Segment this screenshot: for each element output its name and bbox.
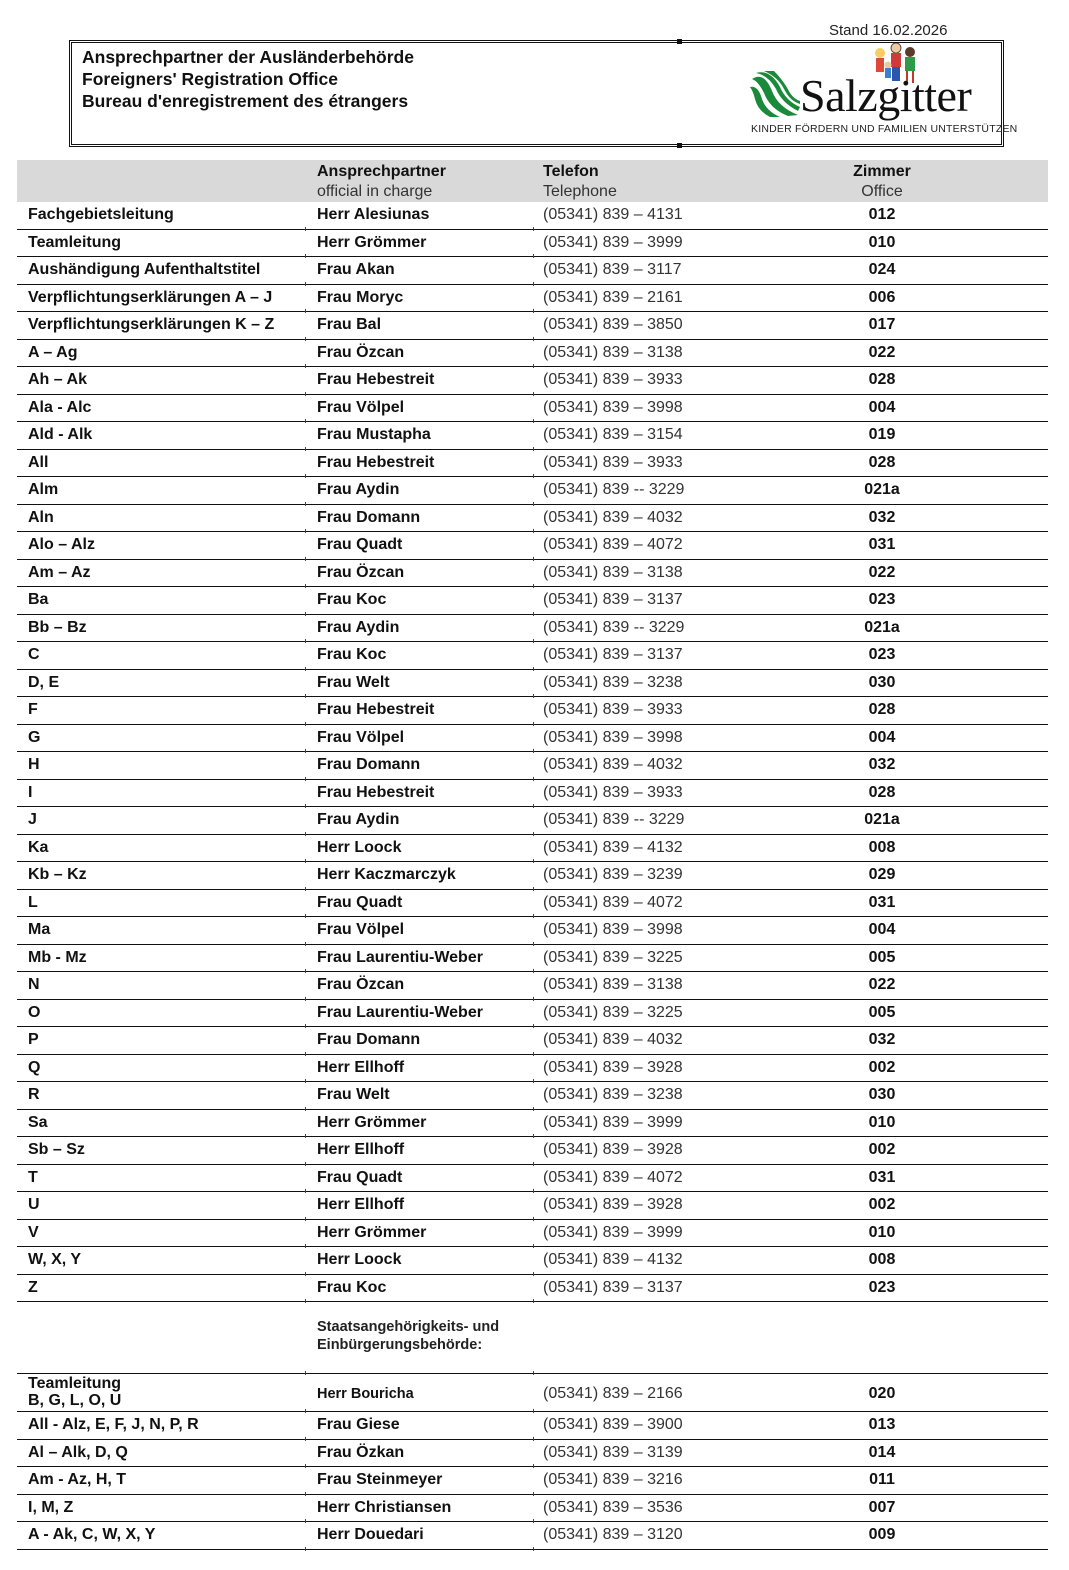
- room-number: 032: [868, 508, 896, 526]
- official-name: Frau Laurentiu-Weber: [317, 1003, 483, 1021]
- responsibility: Ah – Ak: [28, 371, 87, 388]
- table-row: [17, 1192, 1048, 1220]
- title-french: Bureau d'enregistrement des étrangers: [82, 91, 409, 111]
- table-row: [17, 1220, 1048, 1248]
- official-name: Herr Douedari: [317, 1526, 424, 1543]
- section-title-line: Einbürgerungsbehörde:: [317, 1337, 483, 1353]
- salzgitter-swoosh-icon: [750, 71, 800, 117]
- official-name: Herr Grömmer: [317, 1223, 427, 1241]
- table-row: [17, 450, 1048, 478]
- official-name: Frau Akan: [317, 261, 395, 278]
- column-header-office: [827, 162, 937, 202]
- phone-number[interactable]: (05341) 839 – 3139: [543, 1443, 683, 1461]
- room-number: 010: [868, 1223, 896, 1241]
- contact-table: [17, 160, 1048, 1550]
- phone-number[interactable]: (05341) 839 – 4032: [543, 756, 683, 773]
- phone-number[interactable]: (05341) 839 – 3928: [543, 1141, 683, 1158]
- responsibility: [28, 1525, 155, 1545]
- official-name: Frau Moryc: [317, 288, 404, 306]
- responsibility: Aushändigung Aufenthaltstitel: [28, 261, 261, 278]
- table-row: [17, 945, 1048, 973]
- table-row: [17, 725, 1048, 753]
- logo-tagline: KINDER FÖRDERN UND FAMILIEN UNTERSTÜTZEN: [751, 123, 1018, 135]
- phone-number[interactable]: (05341) 839 – 3120: [543, 1526, 683, 1543]
- responsibility: F: [28, 701, 38, 718]
- official-name: Frau Völpel: [317, 398, 405, 416]
- responsibility: L: [28, 893, 38, 911]
- table-row: [17, 972, 1048, 1000]
- table-row: [17, 1522, 1048, 1550]
- official-name: Frau Domann: [317, 756, 421, 773]
- phone-number[interactable]: (05341) 839 -- 3229: [543, 618, 685, 636]
- header-box: [69, 40, 1018, 147]
- room-number: 013: [868, 1416, 896, 1433]
- responsibility: [28, 1498, 73, 1518]
- table-row: [17, 257, 1048, 285]
- room-number: 004: [868, 728, 896, 746]
- column-title: Ansprechpartner: [317, 163, 446, 180]
- phone-number[interactable]: (05341) 839 -- 3229: [543, 481, 685, 498]
- room-number: 021a: [864, 481, 900, 498]
- responsibility: Ma: [28, 921, 51, 938]
- room-number: 004: [868, 921, 896, 938]
- responsibility: Am – Az: [28, 563, 91, 581]
- official-name: Frau Mustapha: [317, 426, 431, 443]
- table-body: [17, 202, 1048, 1302]
- logo-wordmark: Salzgitter: [800, 70, 972, 121]
- phone-number[interactable]: (05341) 839 – 3933: [543, 453, 683, 471]
- responsibility: Fachgebietsleitung: [28, 206, 174, 223]
- room-number: 023: [868, 591, 896, 608]
- room-number: 022: [868, 343, 896, 361]
- official-name: Frau Koc: [317, 646, 387, 663]
- column-header-official: [317, 162, 446, 202]
- phone-number[interactable]: (05341) 839 – 4132: [543, 838, 683, 856]
- responsibility: U: [28, 1196, 40, 1213]
- column-subtitle: Telephone: [543, 183, 617, 200]
- room-number: 030: [868, 1086, 896, 1103]
- room-number: 008: [868, 838, 896, 856]
- column-divider: [305, 1547, 306, 1551]
- responsibility: Z: [28, 1278, 38, 1296]
- room-number: 022: [868, 976, 896, 993]
- section-title-line: Staatsangehörigkeits- und: [317, 1319, 500, 1335]
- responsibility: [28, 1375, 121, 1409]
- phone-number[interactable]: (05341) 839 – 3154: [543, 426, 683, 443]
- responsibility: V: [28, 1223, 39, 1241]
- phone-number[interactable]: (05341) 839 – 3137: [543, 1278, 683, 1296]
- official-name: Frau Özcan: [317, 976, 405, 993]
- phone-number[interactable]: (05341) 839 – 4072: [543, 536, 683, 553]
- column-title: Telefon: [543, 163, 599, 180]
- room-number: 005: [868, 1003, 896, 1021]
- room-number: 031: [868, 1168, 896, 1186]
- responsibility: D, E: [28, 673, 60, 691]
- table-row: [17, 367, 1048, 395]
- salzgitter-logo: [750, 45, 1018, 141]
- official-name: Herr Loock: [317, 1251, 402, 1268]
- official-name: Herr Christiansen: [317, 1498, 452, 1516]
- phone-number[interactable]: (05341) 839 – 3238: [543, 1086, 683, 1103]
- border-marker: [677, 39, 682, 44]
- table-row: [17, 395, 1048, 423]
- phone-number[interactable]: (05341) 839 – 3138: [543, 343, 683, 361]
- official-name: Frau Giese: [317, 1416, 400, 1433]
- room-number: 012: [868, 206, 896, 223]
- phone-number[interactable]: (05341) 839 – 4072: [543, 1168, 683, 1186]
- table-row: [17, 587, 1048, 615]
- official-name: Frau Völpel: [317, 921, 405, 938]
- room-number: 024: [868, 261, 896, 278]
- table-row: [17, 752, 1048, 780]
- column-subtitle: Office: [861, 183, 903, 200]
- responsibility-line: Am - Az, H, T: [28, 1471, 127, 1488]
- responsibility: Sb – Sz: [28, 1141, 85, 1158]
- table-row: [17, 1000, 1048, 1028]
- phone-number[interactable]: (05341) 839 – 3999: [543, 1113, 683, 1131]
- phone-number[interactable]: (05341) 839 – 3928: [543, 1058, 683, 1076]
- phone-number[interactable]: (05341) 839 – 3138: [543, 563, 683, 581]
- phone-number[interactable]: (05341) 839 – 3999: [543, 1223, 683, 1241]
- phone-number[interactable]: (05341) 839 – 3999: [543, 233, 683, 251]
- responsibility: Verpflichtungserklärungen K – Z: [28, 316, 275, 333]
- phone-number[interactable]: (05341) 839 – 3216: [543, 1471, 683, 1488]
- table-row: [17, 422, 1048, 450]
- responsibility: Ald - Alk: [28, 426, 93, 443]
- table-row: [17, 505, 1048, 533]
- official-name: Frau Domann: [317, 1031, 421, 1048]
- phone-number[interactable]: (05341) 839 – 4032: [543, 1031, 683, 1048]
- phone-number[interactable]: (05341) 839 – 3850: [543, 316, 683, 333]
- room-number: 022: [868, 563, 896, 581]
- responsibility: I: [28, 783, 33, 801]
- room-number: 028: [868, 453, 896, 471]
- phone-number[interactable]: (05341) 839 – 3928: [543, 1196, 683, 1213]
- room-number: 005: [868, 948, 896, 966]
- responsibility: Sa: [28, 1113, 48, 1131]
- room-number: 028: [868, 783, 896, 801]
- column-divider: [533, 1547, 534, 1551]
- phone-number[interactable]: (05341) 839 – 3998: [543, 398, 683, 416]
- room-number: 004: [868, 398, 896, 416]
- phone-number[interactable]: (05341) 839 – 3137: [543, 646, 683, 663]
- room-number: 017: [868, 316, 896, 333]
- table-row: [17, 780, 1048, 808]
- table-row: [17, 1137, 1048, 1165]
- responsibility: R: [28, 1086, 40, 1103]
- room-number: 028: [868, 371, 896, 388]
- official-name: Frau Özkan: [317, 1443, 405, 1461]
- table-row: [17, 1275, 1048, 1303]
- official-name: Frau Koc: [317, 591, 387, 608]
- official-name: Frau Steinmeyer: [317, 1471, 443, 1488]
- official-name: Frau Özcan: [317, 563, 405, 581]
- title-english: Foreigners' Registration Office: [82, 69, 339, 89]
- phone-number[interactable]: (05341) 839 – 3998: [543, 921, 683, 938]
- phone-number[interactable]: (05341) 839 – 3137: [543, 591, 683, 608]
- document-titles: [82, 46, 414, 112]
- room-number: 030: [868, 673, 896, 691]
- official-name: Frau Quadt: [317, 1168, 403, 1186]
- table-row: [17, 807, 1048, 835]
- room-number: 007: [868, 1498, 896, 1516]
- responsibility-line: I, M, Z: [28, 1498, 74, 1516]
- responsibility: Kb – Kz: [28, 866, 87, 883]
- phone-number[interactable]: (05341) 839 – 3536: [543, 1498, 683, 1516]
- table-header: [17, 160, 1048, 202]
- responsibility: C: [28, 646, 40, 663]
- official-name: Frau Hebestreit: [317, 701, 435, 718]
- phone-number[interactable]: (05341) 839 – 3933: [543, 701, 683, 718]
- section-title: [317, 1318, 499, 1354]
- room-number: 028: [868, 701, 896, 718]
- table-row: [17, 1027, 1048, 1055]
- official-name: Herr Ellhoff: [317, 1058, 405, 1076]
- official-name: Herr Ellhoff: [317, 1141, 405, 1158]
- table-row: [17, 1467, 1048, 1495]
- phone-number[interactable]: (05341) 839 – 3117: [543, 261, 682, 278]
- official-name: Frau Domann: [317, 508, 421, 526]
- responsibility: T: [28, 1168, 38, 1186]
- responsibility-line: Teamleitung: [28, 1375, 122, 1392]
- room-number: 031: [868, 893, 896, 911]
- official-name: Frau Quadt: [317, 536, 403, 553]
- official-name: Herr Grömmer: [317, 1113, 427, 1131]
- phone-number[interactable]: (05341) 839 -- 3229: [543, 811, 685, 828]
- official-name: Herr Ellhoff: [317, 1196, 405, 1213]
- responsibility: Bb – Bz: [28, 618, 87, 636]
- phone-number[interactable]: (05341) 839 – 4131: [543, 206, 683, 223]
- phone-number[interactable]: (05341) 839 – 3933: [543, 783, 683, 801]
- responsibility-line: Al – Alk, D, Q: [28, 1443, 128, 1461]
- official-name: Frau Aydin: [317, 481, 400, 498]
- responsibility-line: A - Ak, C, W, X, Y: [28, 1526, 156, 1543]
- table-row: [17, 642, 1048, 670]
- responsibility: Aln: [28, 508, 54, 526]
- table-row: [17, 477, 1048, 505]
- phone-number[interactable]: (05341) 839 – 3138: [543, 976, 683, 993]
- room-number: 023: [868, 646, 896, 663]
- official-name: Frau Aydin: [317, 618, 400, 636]
- responsibility-line: All - Alz, E, F, J, N, P, R: [28, 1416, 199, 1433]
- official-name: Frau Welt: [317, 1086, 390, 1103]
- table-row: [17, 1055, 1048, 1083]
- table-row: [17, 560, 1048, 588]
- responsibility: [28, 1415, 199, 1435]
- phone-number[interactable]: (05341) 839 – 2166: [543, 1385, 683, 1402]
- responsibility: W, X, Y: [28, 1251, 82, 1268]
- room-number: 009: [868, 1526, 896, 1543]
- table-row: [17, 835, 1048, 863]
- room-number: 032: [868, 1031, 896, 1048]
- room-number: 002: [868, 1058, 896, 1076]
- phone-number[interactable]: (05341) 839 – 3225: [543, 948, 683, 966]
- phone-number[interactable]: (05341) 839 – 4132: [543, 1251, 683, 1268]
- official-name: Frau Völpel: [317, 728, 405, 746]
- phone-number[interactable]: (05341) 839 – 3239: [543, 866, 683, 883]
- responsibility: Ala - Alc: [28, 398, 92, 416]
- responsibility: [28, 1443, 128, 1463]
- responsibility: N: [28, 976, 40, 993]
- official-name: Herr Alesiunas: [317, 206, 430, 223]
- responsibility: A – Ag: [28, 343, 78, 361]
- official-name: Frau Welt: [317, 673, 390, 691]
- table-row: [17, 1110, 1048, 1138]
- responsibility: Mb - Mz: [28, 948, 87, 966]
- room-number: 002: [868, 1196, 896, 1213]
- official-name: Herr Grömmer: [317, 233, 427, 251]
- table-row: [17, 532, 1048, 560]
- room-number: 032: [868, 756, 896, 773]
- table-row: [17, 285, 1048, 313]
- responsibility: Ka: [28, 838, 49, 856]
- responsibility: All: [28, 453, 49, 471]
- official-name: Frau Hebestreit: [317, 371, 435, 388]
- responsibility: Alm: [28, 481, 59, 498]
- table-row: [17, 1165, 1048, 1193]
- responsibility: Verpflichtungserklärungen A – J: [28, 288, 273, 306]
- room-number: 031: [868, 536, 896, 553]
- table-row: [17, 1440, 1048, 1468]
- table-row: [17, 202, 1048, 230]
- room-number: 008: [868, 1251, 896, 1268]
- table-row: [17, 615, 1048, 643]
- official-name: Frau Hebestreit: [317, 783, 435, 801]
- section-citizenship-naturalization: [17, 1302, 1048, 1374]
- column-subtitle: official in charge: [317, 183, 433, 200]
- responsibility: Q: [28, 1058, 41, 1076]
- room-number: 011: [869, 1471, 895, 1488]
- official-name: Frau Bal: [317, 316, 382, 333]
- room-number: 002: [868, 1141, 896, 1158]
- column-header-telephone: [543, 162, 617, 202]
- responsibility: O: [28, 1003, 41, 1021]
- responsibility: P: [28, 1031, 39, 1048]
- responsibility: Alo – Alz: [28, 536, 95, 553]
- room-number: 019: [868, 426, 896, 443]
- responsibility: [28, 1470, 126, 1490]
- room-number: 006: [868, 288, 896, 306]
- phone-number[interactable]: (05341) 839 – 4032: [543, 508, 683, 526]
- border-marker: [677, 143, 682, 148]
- phone-number[interactable]: (05341) 839 – 3225: [543, 1003, 683, 1021]
- table-row: [17, 230, 1048, 258]
- section2-body: [17, 1374, 1048, 1550]
- responsibility: Teamleitung: [28, 233, 122, 251]
- official-name: Herr Loock: [317, 838, 402, 856]
- table-row: [17, 312, 1048, 340]
- responsibility-line: B, G, L, O, U: [28, 1392, 122, 1409]
- phone-number[interactable]: (05341) 839 – 3238: [543, 673, 683, 691]
- official-name: Frau Hebestreit: [317, 453, 435, 471]
- phone-number[interactable]: (05341) 839 – 2161: [543, 288, 683, 306]
- table-row: [17, 1412, 1048, 1440]
- room-number: 014: [868, 1443, 896, 1461]
- phone-number[interactable]: (05341) 839 – 3933: [543, 371, 683, 388]
- table-row: [17, 697, 1048, 725]
- room-number: 010: [868, 1113, 896, 1131]
- table-row: [17, 1082, 1048, 1110]
- official-name: Herr Kaczmarczyk: [317, 866, 456, 883]
- column-title: Zimmer: [853, 163, 911, 180]
- room-number: 021a: [864, 811, 900, 828]
- room-number: 010: [868, 233, 896, 251]
- official-name: Frau Koc: [317, 1278, 387, 1296]
- responsibility: J: [28, 811, 37, 828]
- table-row: [17, 1374, 1048, 1412]
- responsibility: G: [28, 728, 41, 746]
- table-row: [17, 1247, 1048, 1275]
- official-name: Frau Laurentiu-Weber: [317, 948, 483, 966]
- table-row: [17, 340, 1048, 368]
- responsibility: Ba: [28, 591, 49, 608]
- room-number: 029: [868, 866, 896, 883]
- table-row: [17, 670, 1048, 698]
- phone-number[interactable]: (05341) 839 – 4072: [543, 893, 683, 911]
- phone-number[interactable]: (05341) 839 – 3998: [543, 728, 683, 746]
- title-german: Ansprechpartner der Ausländerbehörde: [82, 47, 414, 67]
- phone-number[interactable]: (05341) 839 – 3900: [543, 1416, 683, 1433]
- official-name: Frau Aydin: [317, 811, 400, 828]
- table-row: [17, 917, 1048, 945]
- official-name: Frau Quadt: [317, 893, 403, 911]
- official-name: Frau Özcan: [317, 343, 405, 361]
- room-number: 023: [868, 1278, 896, 1296]
- room-number: 021a: [864, 618, 900, 636]
- room-number: 020: [868, 1385, 896, 1402]
- table-row: [17, 1495, 1048, 1523]
- revision-date: Stand 16.02.2026: [829, 22, 948, 39]
- official-name: Herr Bouricha: [317, 1386, 414, 1402]
- table-row: [17, 862, 1048, 890]
- table-row: [17, 890, 1048, 918]
- responsibility: H: [28, 756, 40, 773]
